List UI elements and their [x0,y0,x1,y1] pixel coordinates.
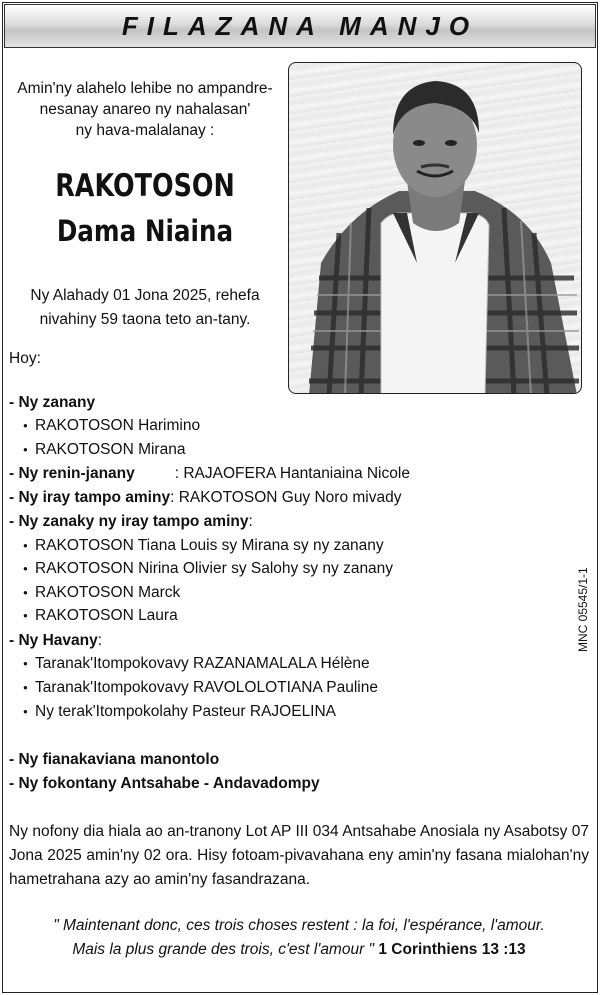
list-item: ● RAKOTOSON Laura [23,607,178,624]
small-bullet-icon: ● [23,564,28,573]
list-item: ● RAKOTOSON Harimino [23,417,201,434]
death-notice [6,284,284,332]
siblings-row: - Ny iray tampo aminy: RAKOTOSON Guy Noro mivady [9,489,402,506]
small-bullet-icon: ● [23,445,28,454]
deceased-surname: RAKOTOSON [55,168,235,204]
extended-family: - Ny fianakaviana manontolo [9,751,220,768]
funeral-details: Ny nofony dia hiala ao an-tranony Lot AP III 034 Antsahabe Anosiala ny Asabotsy 07 Jona 2025 amin'ny 02 ora. Hisy fotoam-pivavahana eny amin'ny fasana mialohan'ny hametrahana azy ao amin'ny fasandrazana. [9,823,589,888]
notice-title: FILAZANA MANJO [121,10,479,41]
list-item: ● Taranak'Itompokovavy RAZANAMALALA Hélène [23,655,370,672]
quote-reference: 1 Corinthiens 13 :13 [378,941,526,958]
nephews-label: - Ny zanaky ny iray tampo aminy: [9,513,253,530]
small-bullet-icon: ● [23,659,28,668]
list-item: ● Ny terak'Itompokolahy Pasteur RAJOELINA [23,703,337,720]
intro-line: Amin'ny alahelo lehibe no ampandre- [17,80,273,97]
side-reference: MNC 05545/1-1 [576,567,590,652]
list-item: ● RAKOTOSON Mirana [23,441,186,458]
small-bullet-icon: ● [23,683,28,692]
header-banner [4,4,596,48]
quote-line: Mais la plus grande des trois, c'est l'amour " [72,941,375,958]
small-bullet-icon: ● [23,588,28,597]
small-bullet-icon: ● [23,707,28,716]
list-item: ● RAKOTOSON Tiana Louis sy Mirana sy ny zanany [23,537,384,554]
list-item: ● RAKOTOSON Marck [23,584,181,601]
quote-line: " Maintenant donc, ces trois choses restent : la foi, l'espérance, l'amour. [53,917,545,934]
parents-in-law-row: - Ny renin-janany : RAJAOFERA Hantaniaina Nicole [9,465,410,482]
intro-line: ny hava-malalanay : [75,122,215,139]
hoy-label: Hoy: [9,350,41,367]
death-line: nivahiny 59 taona teto an-tany. [39,311,251,328]
portrait-illustration [289,63,582,394]
relatives-label: - Ny Havany: [9,632,103,649]
children-label: - Ny zanany [9,394,96,411]
small-bullet-icon: ● [23,541,28,550]
bible-quote [9,914,589,962]
death-line: Ny Alahady 01 Jona 2025, rehefa [30,287,260,304]
intro-line: nesanay anareo ny nahalasan' [39,101,251,118]
list-item: ● RAKOTOSON Nirina Olivier sy Salohy sy ny zanany [23,560,394,577]
deceased-given-names: Dama Niaina [56,214,234,248]
fokontany: - Ny fokontany Antsahabe - Andavadompy [9,775,320,792]
small-bullet-icon: ● [23,421,28,430]
list-item: ● Taranak'Itompokovavy RAVOLOLOTIANA Pauline [23,679,378,696]
intro-text [6,78,284,141]
small-bullet-icon: ● [23,611,28,620]
portrait-photo [288,62,582,394]
